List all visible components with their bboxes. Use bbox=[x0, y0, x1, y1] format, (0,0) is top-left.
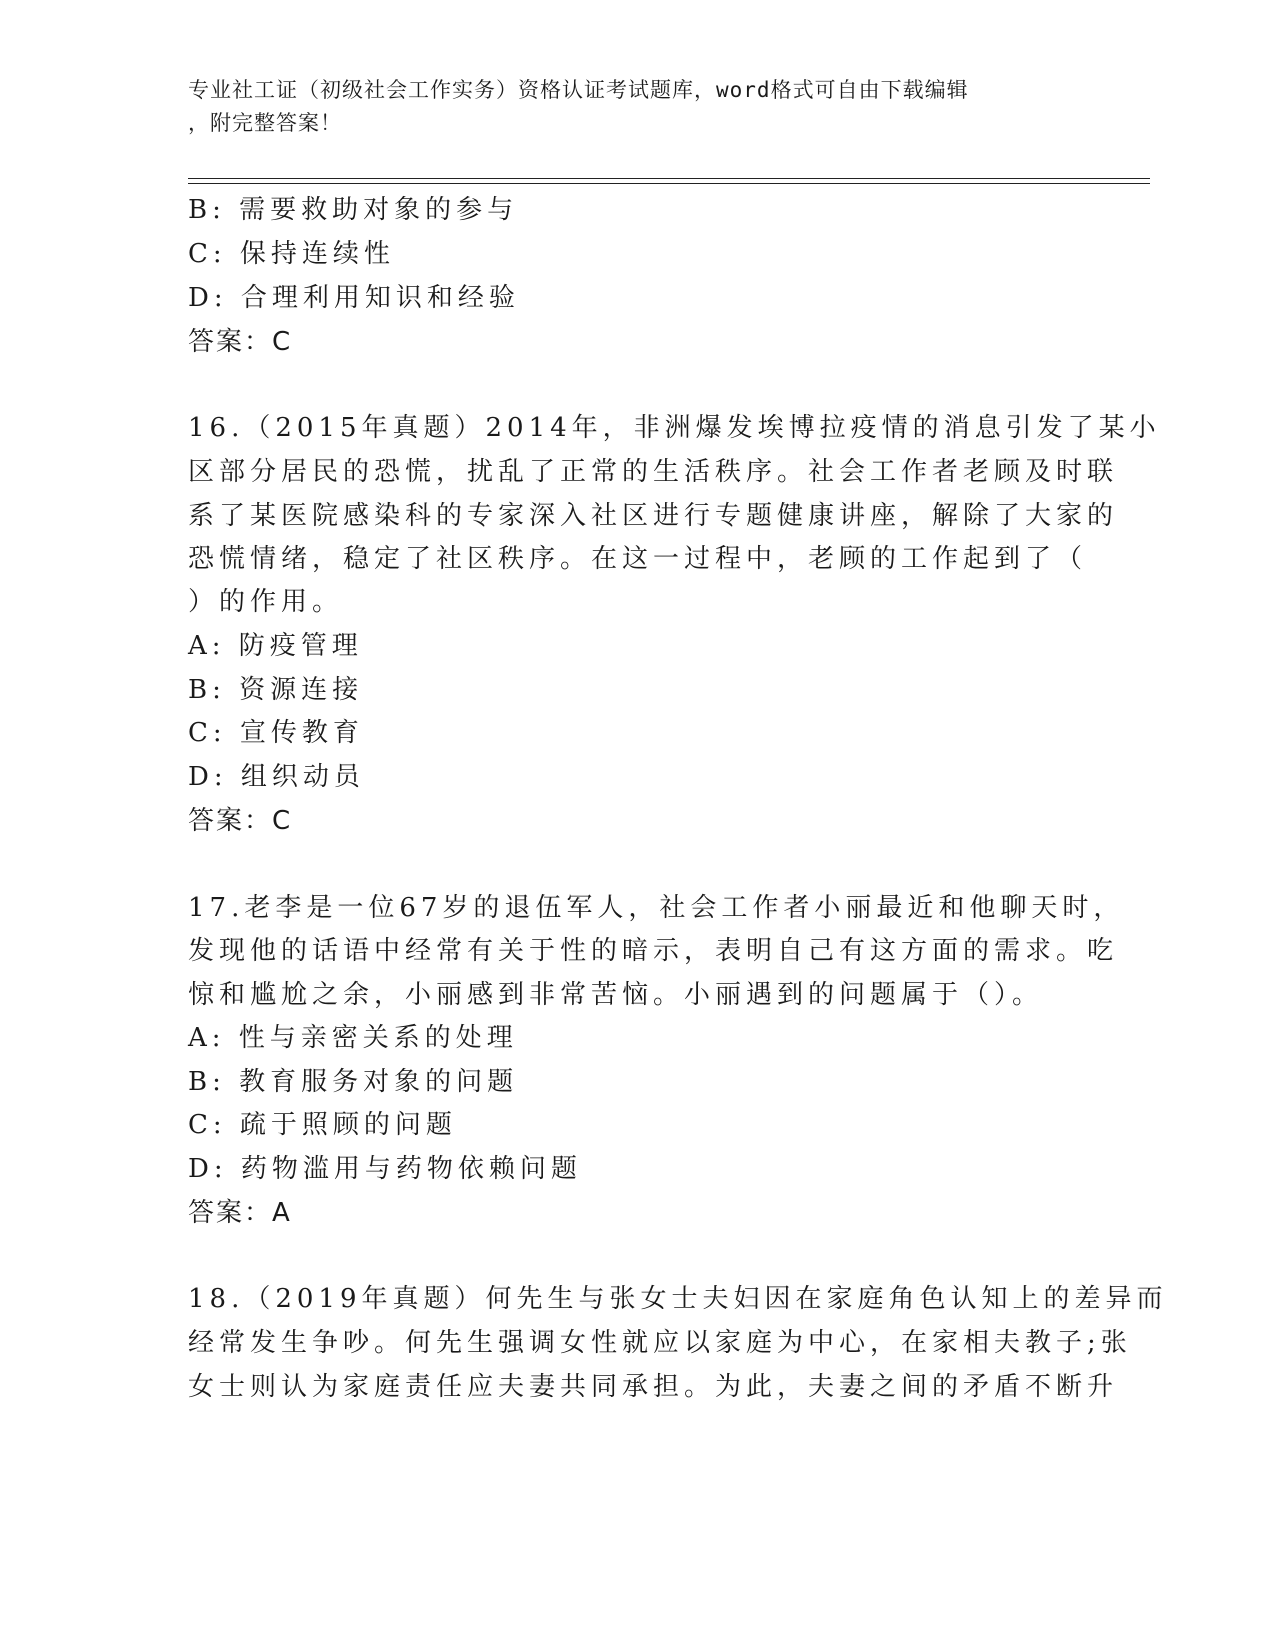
q17-option-a: A: 性与亲密关系的处理 bbox=[188, 1023, 518, 1053]
q18-stem-line: 18.（2019年真题）何先生与张女士夫妇因在家庭角色认知上的差异而 bbox=[188, 1284, 1168, 1314]
q18-stem-line: 女士则认为家庭责任应夫妻共同承担。为此，夫妻之间的矛盾不断升 bbox=[188, 1372, 1119, 1402]
q17-option-d: D: 药物滥用与药物依赖问题 bbox=[188, 1154, 582, 1184]
q16-option-d: D: 组织动员 bbox=[188, 762, 365, 792]
q17-stem-line: 17.老李是一位67岁的退伍军人，社会工作者小丽最近和他聊天时， bbox=[188, 893, 1125, 923]
q15-option-b: B: 需要救助对象的参与 bbox=[188, 195, 519, 225]
header-title-line1: 专业社工证（初级社会工作实务）资格认证考试题库，word格式可自由下载编辑 bbox=[188, 78, 969, 102]
q15-option-d: D: 合理利用知识和经验 bbox=[188, 283, 520, 313]
header-divider-bottom bbox=[188, 183, 1150, 184]
q16-option-a: A: 防疫管理 bbox=[188, 631, 363, 661]
q17-stem-line: 发现他的话语中经常有关于性的暗示，表明自己有这方面的需求。吃 bbox=[188, 936, 1119, 966]
q15-answer: 答案：C bbox=[188, 327, 293, 357]
document-header bbox=[188, 74, 1068, 140]
q16-answer: 答案：C bbox=[188, 806, 293, 836]
q16-stem-line: 系了某医院感染科的专家深入社区进行专题健康讲座，解除了大家的 bbox=[188, 501, 1119, 531]
header-divider-top bbox=[188, 178, 1150, 179]
q18-stem-line: 经常发生争吵。何先生强调女性就应以家庭为中心，在家相夫教子;张 bbox=[188, 1328, 1132, 1358]
header-title-line2: ，附完整答案！ bbox=[188, 111, 342, 135]
q16-stem-line: 区部分居民的恐慌，扰乱了正常的生活秩序。社会工作者老顾及时联 bbox=[188, 457, 1119, 487]
q16-stem-line: ）的作用。 bbox=[188, 587, 344, 617]
q16-option-b: B: 资源连接 bbox=[188, 675, 364, 705]
q15-option-c: C: 保持连续性 bbox=[188, 239, 395, 269]
q16-option-c: C: 宣传教育 bbox=[188, 718, 364, 748]
q16-stem-line: 16.（2015年真题）2014年，非洲爆发埃博拉疫情的消息引发了某小 bbox=[188, 413, 1161, 443]
q17-answer: 答案：A bbox=[188, 1198, 292, 1228]
q16-stem-line: 恐慌情绪，稳定了社区秩序。在这一过程中，老顾的工作起到了（ bbox=[188, 544, 1088, 574]
q17-option-b: B: 教育服务对象的问题 bbox=[188, 1067, 519, 1097]
q17-option-c: C: 疏于照顾的问题 bbox=[188, 1110, 457, 1140]
q17-stem-line: 惊和尴尬之余，小丽感到非常苦恼。小丽遇到的问题属于（）。 bbox=[188, 980, 1044, 1010]
